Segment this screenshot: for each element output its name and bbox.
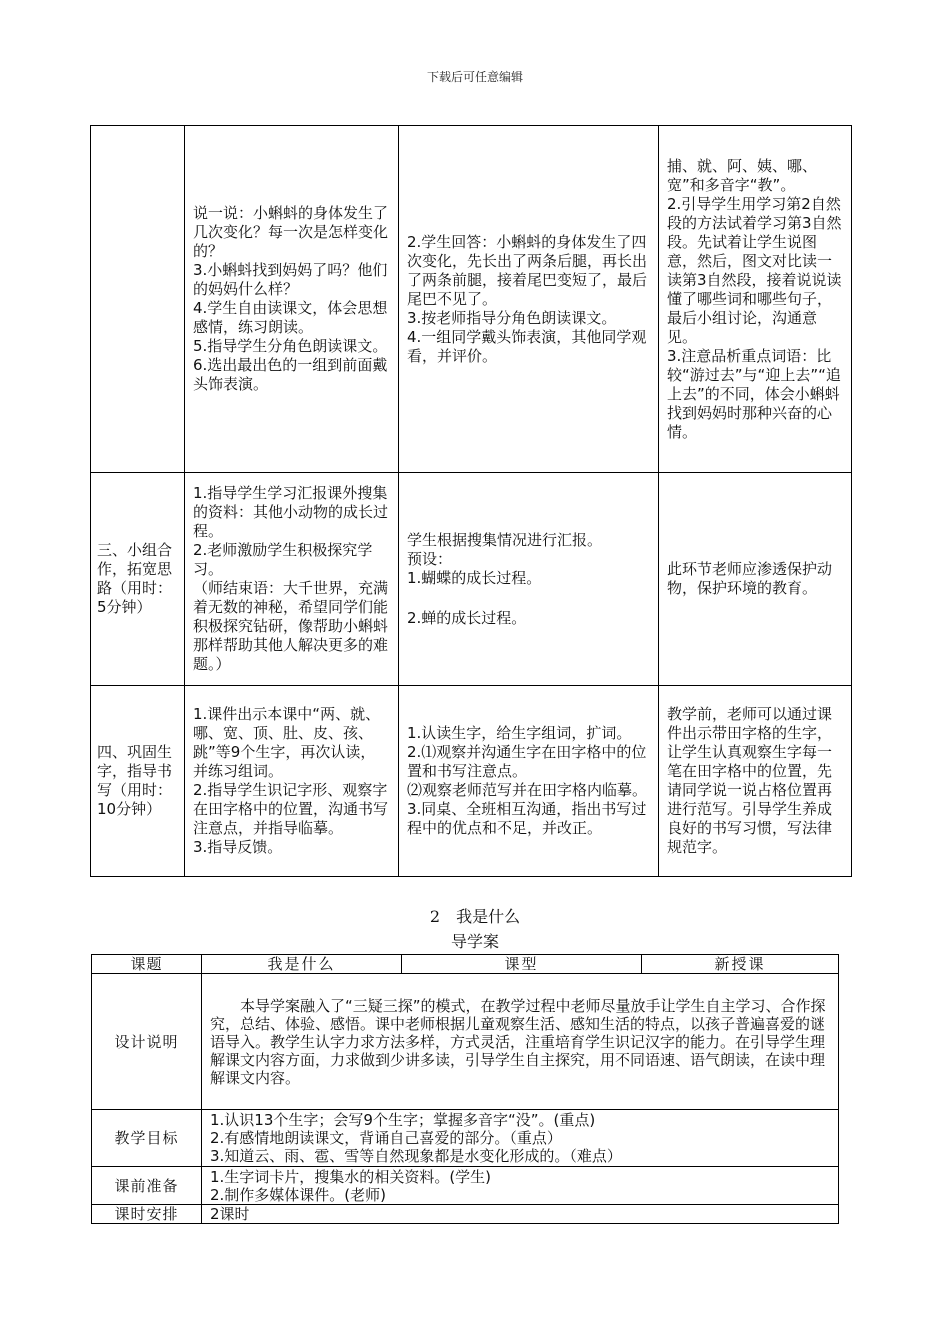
note-text: 捕、就、阿、姨、哪、宽”和多音字“教”。 [667,156,818,194]
lesson-process-table [90,125,852,877]
student-step: 学生根据搜集情况进行汇报。 [407,530,603,549]
table-row [91,126,852,473]
prep-cell [202,1167,839,1205]
topic-value: 我是什么 [202,955,402,974]
table-row [92,1167,839,1205]
goals-cell [202,1110,839,1167]
stage-cell [91,126,185,473]
type-value: 新授课 [642,955,839,974]
page-header: 下载后可任意编辑 [426,70,523,84]
student-step: 2.⑴观察并沟通生字在田字格中的位置和书写注意点。 [407,743,647,780]
student-step: 预设： [407,549,453,568]
section-title: 导学案 [450,932,499,951]
table-row [92,1110,839,1167]
teacher-step: 2.老师激励学生积极探究学习。 [193,541,373,578]
student-step: 4.一组同学戴头饰表演，其他同学观看，并评价。 [407,327,647,365]
goal-item: 2.有感情地朗读课文，背诵自己喜爱的部分。（重点） [210,1129,562,1147]
student-step: ⑵观察老师范写并在田字格内临摹。 [407,781,648,799]
student-step: 1.蝴蝶的成长过程。 [407,568,542,587]
design-text: 本导学案融入了“三疑三探”的模式，在教学过程中老师尽量放手让学生自主学习、合作探究，总结、体验、感悟。课中老师根据儿童观察生活、感知生活的特点，以孩子普遍喜爱的谜语导入。教学生认字力求方法多样，方式灵活，注重培育学生识记汉字的能力。在引导学生理解课文内容方面，力求做到少讲多读，引导学生自主探究，用不同语速、语气朗读，在读中理解课文内容。 [202,974,839,1110]
student-activity-cell [399,686,659,877]
stage-cell: 三、小组合作，拓宽思路（用时：5分钟） [91,473,185,686]
schedule-label: 课时安排 [92,1205,202,1224]
note-text: 3.注意品析重点词语：比较“游过去”与“迎上去”“追上去”的不同，体会小蝌蚪找到妈妈时那种兴奋的心情。 [667,346,841,441]
teacher-step: 说一说：小蝌蚪的身体发生了几次变化？每一次是怎样变化的？ [193,204,389,260]
table-row [92,974,839,1110]
note-text: 2.引导学生用学习第2自然段的方法试着学习第3自然段。先试着让学生说图意，然后，图文对比读一读第3自然段，接着说说读懂了哪些词和哪些句子，最后小组讨论，沟通意见。 [667,194,842,346]
teacher-activity-cell [185,686,399,877]
type-label: 课型 [402,955,642,974]
note-text: 此环节老师应渗透保护动物，保护环境的教育。 [667,560,833,597]
lesson-title: 2 我是什么 [429,907,521,926]
topic-label: 课题 [92,955,202,974]
note-text: 教学前，老师可以通过课件出示带田字格的生字，让学生认真观察生字每一笔在田字格中的位置，先请同学说一说占格位置再进行范写。引导学生养成良好的书写习惯，写法律规范字。 [667,705,833,856]
teacher-activity-cell [185,126,399,473]
student-step: 3.同桌、全班相互沟通，指出书写过程中的优点和不足，并改正。 [407,800,647,837]
student-activity-cell [399,126,659,473]
table-row [92,1205,839,1224]
spacer [407,588,650,609]
teacher-step: 2.指导学生识记字形、观察字在田字格中的位置，沟通书写注意点，并指导临摹。 [193,781,389,837]
design-notes-cell [659,686,852,877]
prep-item: 2.制作多媒体课件。(老师) [210,1185,387,1204]
table-row [91,686,852,877]
student-step: 2.蝉的成长过程。 [407,608,527,627]
teacher-step: 5.指导学生分角色朗读课文。 [193,337,388,355]
prep-item: 1.生字词卡片，搜集水的相关资料。(学生) [210,1167,492,1186]
teacher-step: （师结束语：大千世界，充满着无数的神秘，希望同学们能积极探究钻研，像帮助小蝌蚪那样帮助其他人解决更多的难题。） [193,579,389,673]
student-step: 1.认读生字，给生字组词，扩词。 [407,724,632,742]
table-row [91,473,852,686]
goals-label: 教学目标 [92,1110,202,1167]
student-activity-cell [399,473,659,686]
stage-cell: 四、巩固生字，指导书写（用时：10分钟） [91,686,185,877]
teacher-step: 3.小蝌蚪找到妈妈了吗？他们的妈妈什么样？ [193,261,388,298]
teacher-step: 4.学生自由读课文，体会思想感情，练习朗读。 [193,299,388,336]
schedule-value: 2课时 [202,1205,839,1224]
goal-item: 1.认识13个生字；会写9个生字；掌握多音字“没”。(重点) [210,1111,596,1129]
student-step: 3.按老师指导分角色朗读课文。 [407,308,617,327]
teacher-step: 6.选出最出色的一组到前面戴头饰表演。 [193,356,388,393]
teacher-step: 1.指导学生学习汇报课外搜集的资料：其他小动物的成长过程。 [193,484,389,540]
study-guide-table [91,954,839,1224]
teacher-step: 1.课件出示本课中“两、就、哪、宽、顶、肚、皮、孩、跳”等9个生字，再次认读，并练习组词。 [193,705,381,780]
teacher-activity-cell [185,473,399,686]
design-notes-cell [659,126,852,473]
student-step: 2.学生回答：小蝌蚪的身体发生了四次变化，先长出了两条后腿，再长出了两条前腿，接着尾巴变短了，最后尾巴不见了。 [407,232,648,308]
design-notes-cell [659,473,852,686]
prep-label: 课前准备 [92,1167,202,1205]
teacher-step: 3.指导反馈。 [193,838,283,856]
design-label: 设计说明 [92,974,202,1110]
goal-item: 3.知道云、雨、雹、雪等自然现象都是水变化形成的。（难点） [210,1147,622,1165]
table-row [92,955,839,974]
